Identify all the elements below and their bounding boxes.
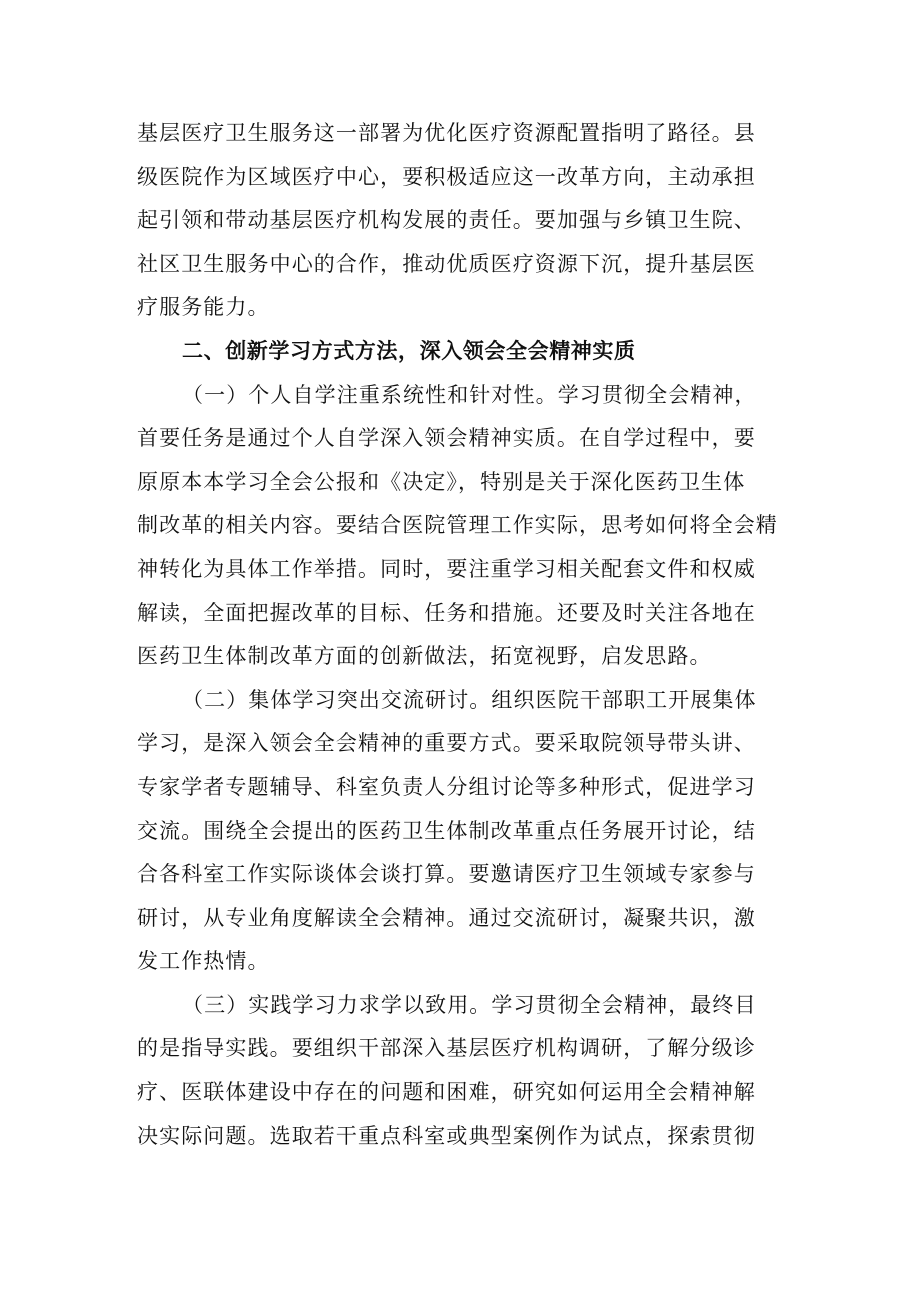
paragraph-line: 神转化为具体工作举措。同时，要注重学习相关配套文件和权威	[137, 556, 756, 581]
paragraph-line: 疗服务能力。	[137, 295, 270, 320]
paragraph-line: 合各科室工作实际谈体会谈打算。要邀请医疗卫生领域专家参与	[137, 862, 756, 887]
document-body	[137, 112, 787, 1158]
paragraph-line: 解读，全面把握改革的目标、任务和措施。还要及时关注各地在	[137, 600, 756, 625]
paragraph-line: （二）集体学习突出交流研讨。组织医院干部职工开展集体	[182, 687, 757, 712]
paragraph-line: 决实际问题。选取若干重点科室或典型案例作为试点，探索贯彻	[137, 1123, 756, 1148]
paragraph-line: 医药卫生体制改革方面的创新做法，拓宽视野，启发思路。	[137, 644, 712, 669]
paragraph-line: 首要任务是通过个人自学深入领会精神实质。在自学过程中，要	[137, 426, 756, 451]
paragraph-line: 的是指导实践。要组织干部深入基层医疗机构调研，了解分级诊	[137, 1036, 756, 1061]
paragraph-line: 发工作热情。	[137, 949, 270, 974]
paragraph-line: 基层医疗卫生服务这一部署为优化医疗资源配置指明了路径。县	[137, 121, 756, 145]
paragraph-line: （一）个人自学注重系统性和针对性。学习贯彻全会精神，	[182, 382, 757, 407]
paragraph-line: 交流。围绕全会提出的医药卫生体制改革重点任务展开讨论，结	[137, 818, 756, 843]
paragraph-line: 研讨，从专业角度解读全会精神。通过交流研讨，凝聚共识，激	[137, 905, 756, 930]
section-heading: 二、创新学习方式方法，深入领会全会精神实质	[182, 338, 636, 363]
paragraph-line: 原原本本学习全会公报和《决定》，特别是关于深化医药卫生体	[137, 469, 746, 494]
paragraph-line: 制改革的相关内容。要结合医院管理工作实际，思考如何将全会精	[137, 513, 778, 538]
paragraph-line: 起引领和带动基层医疗机构发展的责任。要加强与乡镇卫生院、	[137, 208, 756, 233]
paragraph-line: 社区卫生服务中心的合作，推动优质医疗资源下沉，提升基层医	[137, 251, 756, 276]
paragraph-line: 级医院作为区域医疗中心，要积极适应这一改革方向，主动承担	[137, 164, 756, 189]
paragraph-line: （三）实践学习力求学以致用。学习贯彻全会精神，最终目	[182, 992, 757, 1017]
paragraph-line: 学习，是深入领会全会精神的重要方式。要采取院领导带头讲、	[137, 731, 756, 756]
paragraph-line: 专家学者专题辅导、科室负责人分组讨论等多种形式，促进学习	[137, 774, 756, 799]
paragraph-line: 疗、医联体建设中存在的问题和困难，研究如何运用全会精神解	[137, 1080, 756, 1105]
